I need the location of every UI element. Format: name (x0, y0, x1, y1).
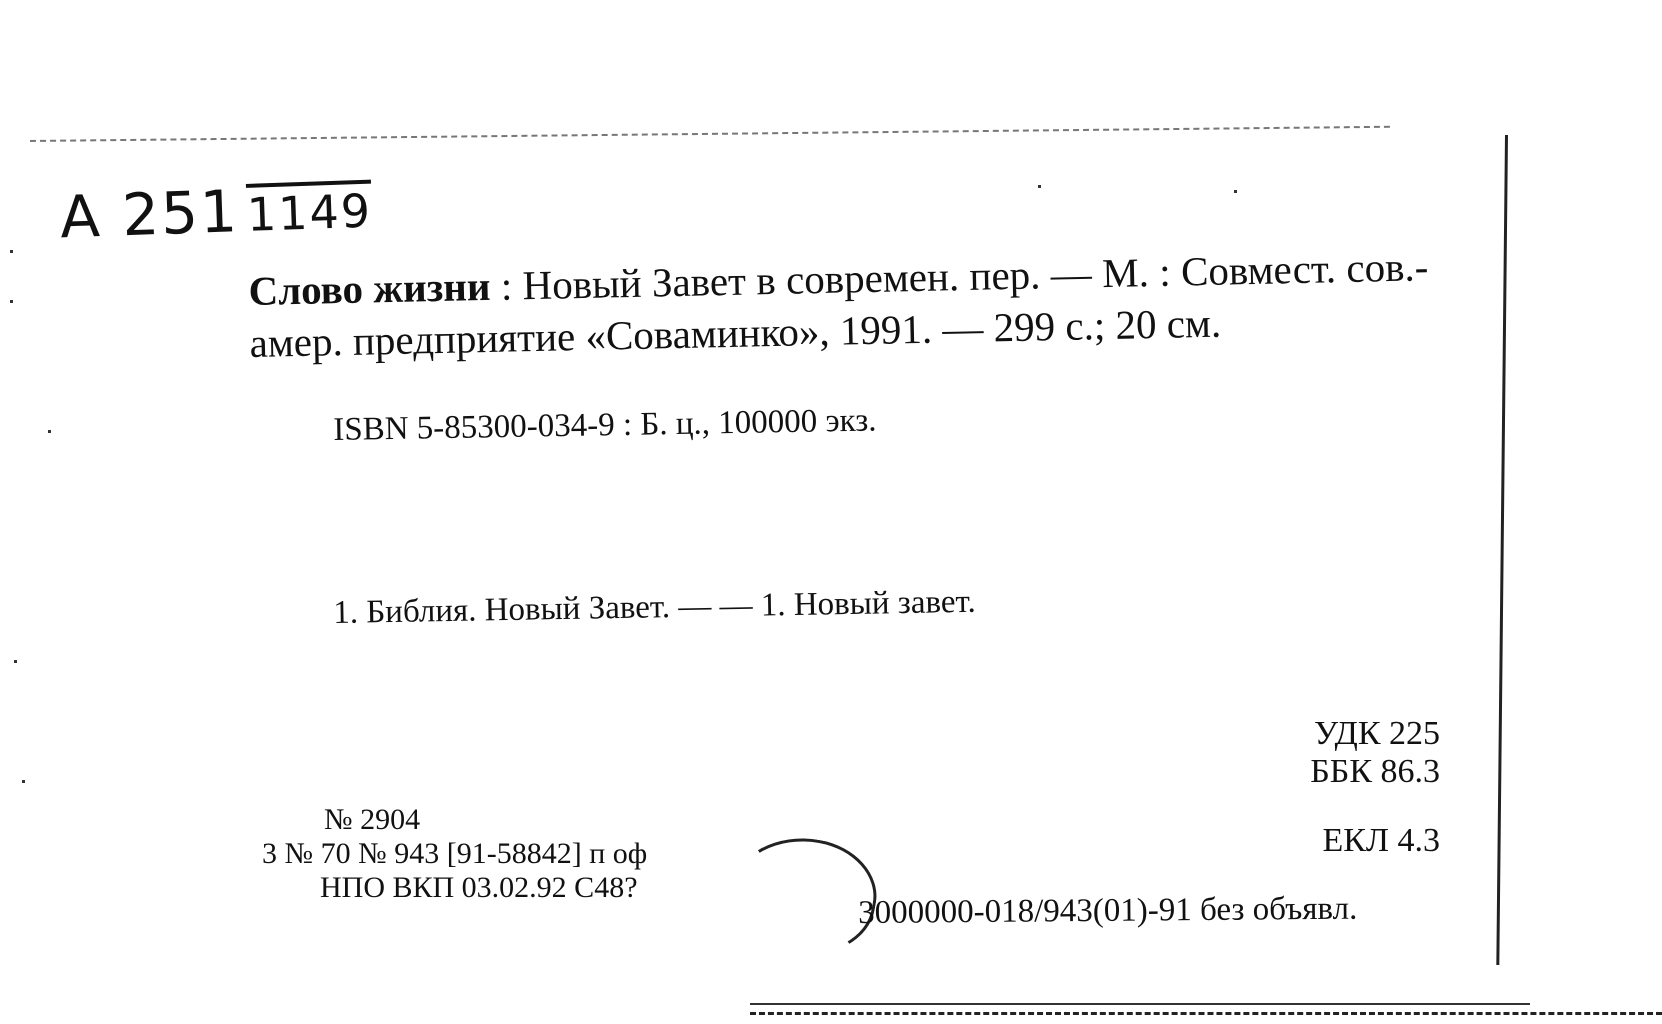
scan-speck (48, 430, 51, 433)
entry-body: : Новый Завет в современ. пер. — М. : Совмест. сов.-амер. предприятие «Соваминко», 1991. — 299 с.; 20 см. (249, 243, 1429, 366)
scan-speck (10, 300, 13, 303)
shelfmark-suffix: 1149 (246, 183, 373, 242)
isbn-line: ISBN 5-85300-034-9 : Б. ц., 100000 экз. (333, 402, 877, 448)
scan-speck (1038, 185, 1041, 188)
scan-speck (10, 250, 13, 253)
card-top-edge (30, 126, 1390, 142)
card-right-edge (1496, 135, 1508, 965)
code-line: 3000000-018/943(01)-91 без объявл. (858, 890, 1358, 931)
card-bottom-edge-inner (750, 1003, 1530, 1005)
card-bottom-edge (750, 1012, 1662, 1015)
scan-speck (14, 660, 17, 663)
udk-code: УДК 225 (1313, 715, 1440, 752)
ekl-code: ЕКЛ 4.3 (1322, 822, 1440, 859)
scan-speck (22, 780, 25, 783)
bbk-code: ББК 86.3 (1310, 753, 1440, 790)
shelfmark-main: A 251 (58, 177, 241, 252)
print-number: № 2904 (324, 803, 421, 836)
print-publisher-line: НПО ВКП 03.02.92 С48? (320, 871, 638, 904)
handwritten-shelfmark (59, 173, 373, 252)
scan-speck (1234, 190, 1237, 193)
subjects-line: 1. Библия. Новый Завет. — — 1. Новый завет. (333, 583, 976, 631)
bibliographic-entry (248, 240, 1430, 369)
entry-title: Слово жизни (248, 262, 491, 314)
classification-block (1290, 715, 1440, 791)
print-info (262, 803, 647, 905)
print-order: 3 № 70 № 943 [91-58842] п оф (262, 837, 648, 870)
